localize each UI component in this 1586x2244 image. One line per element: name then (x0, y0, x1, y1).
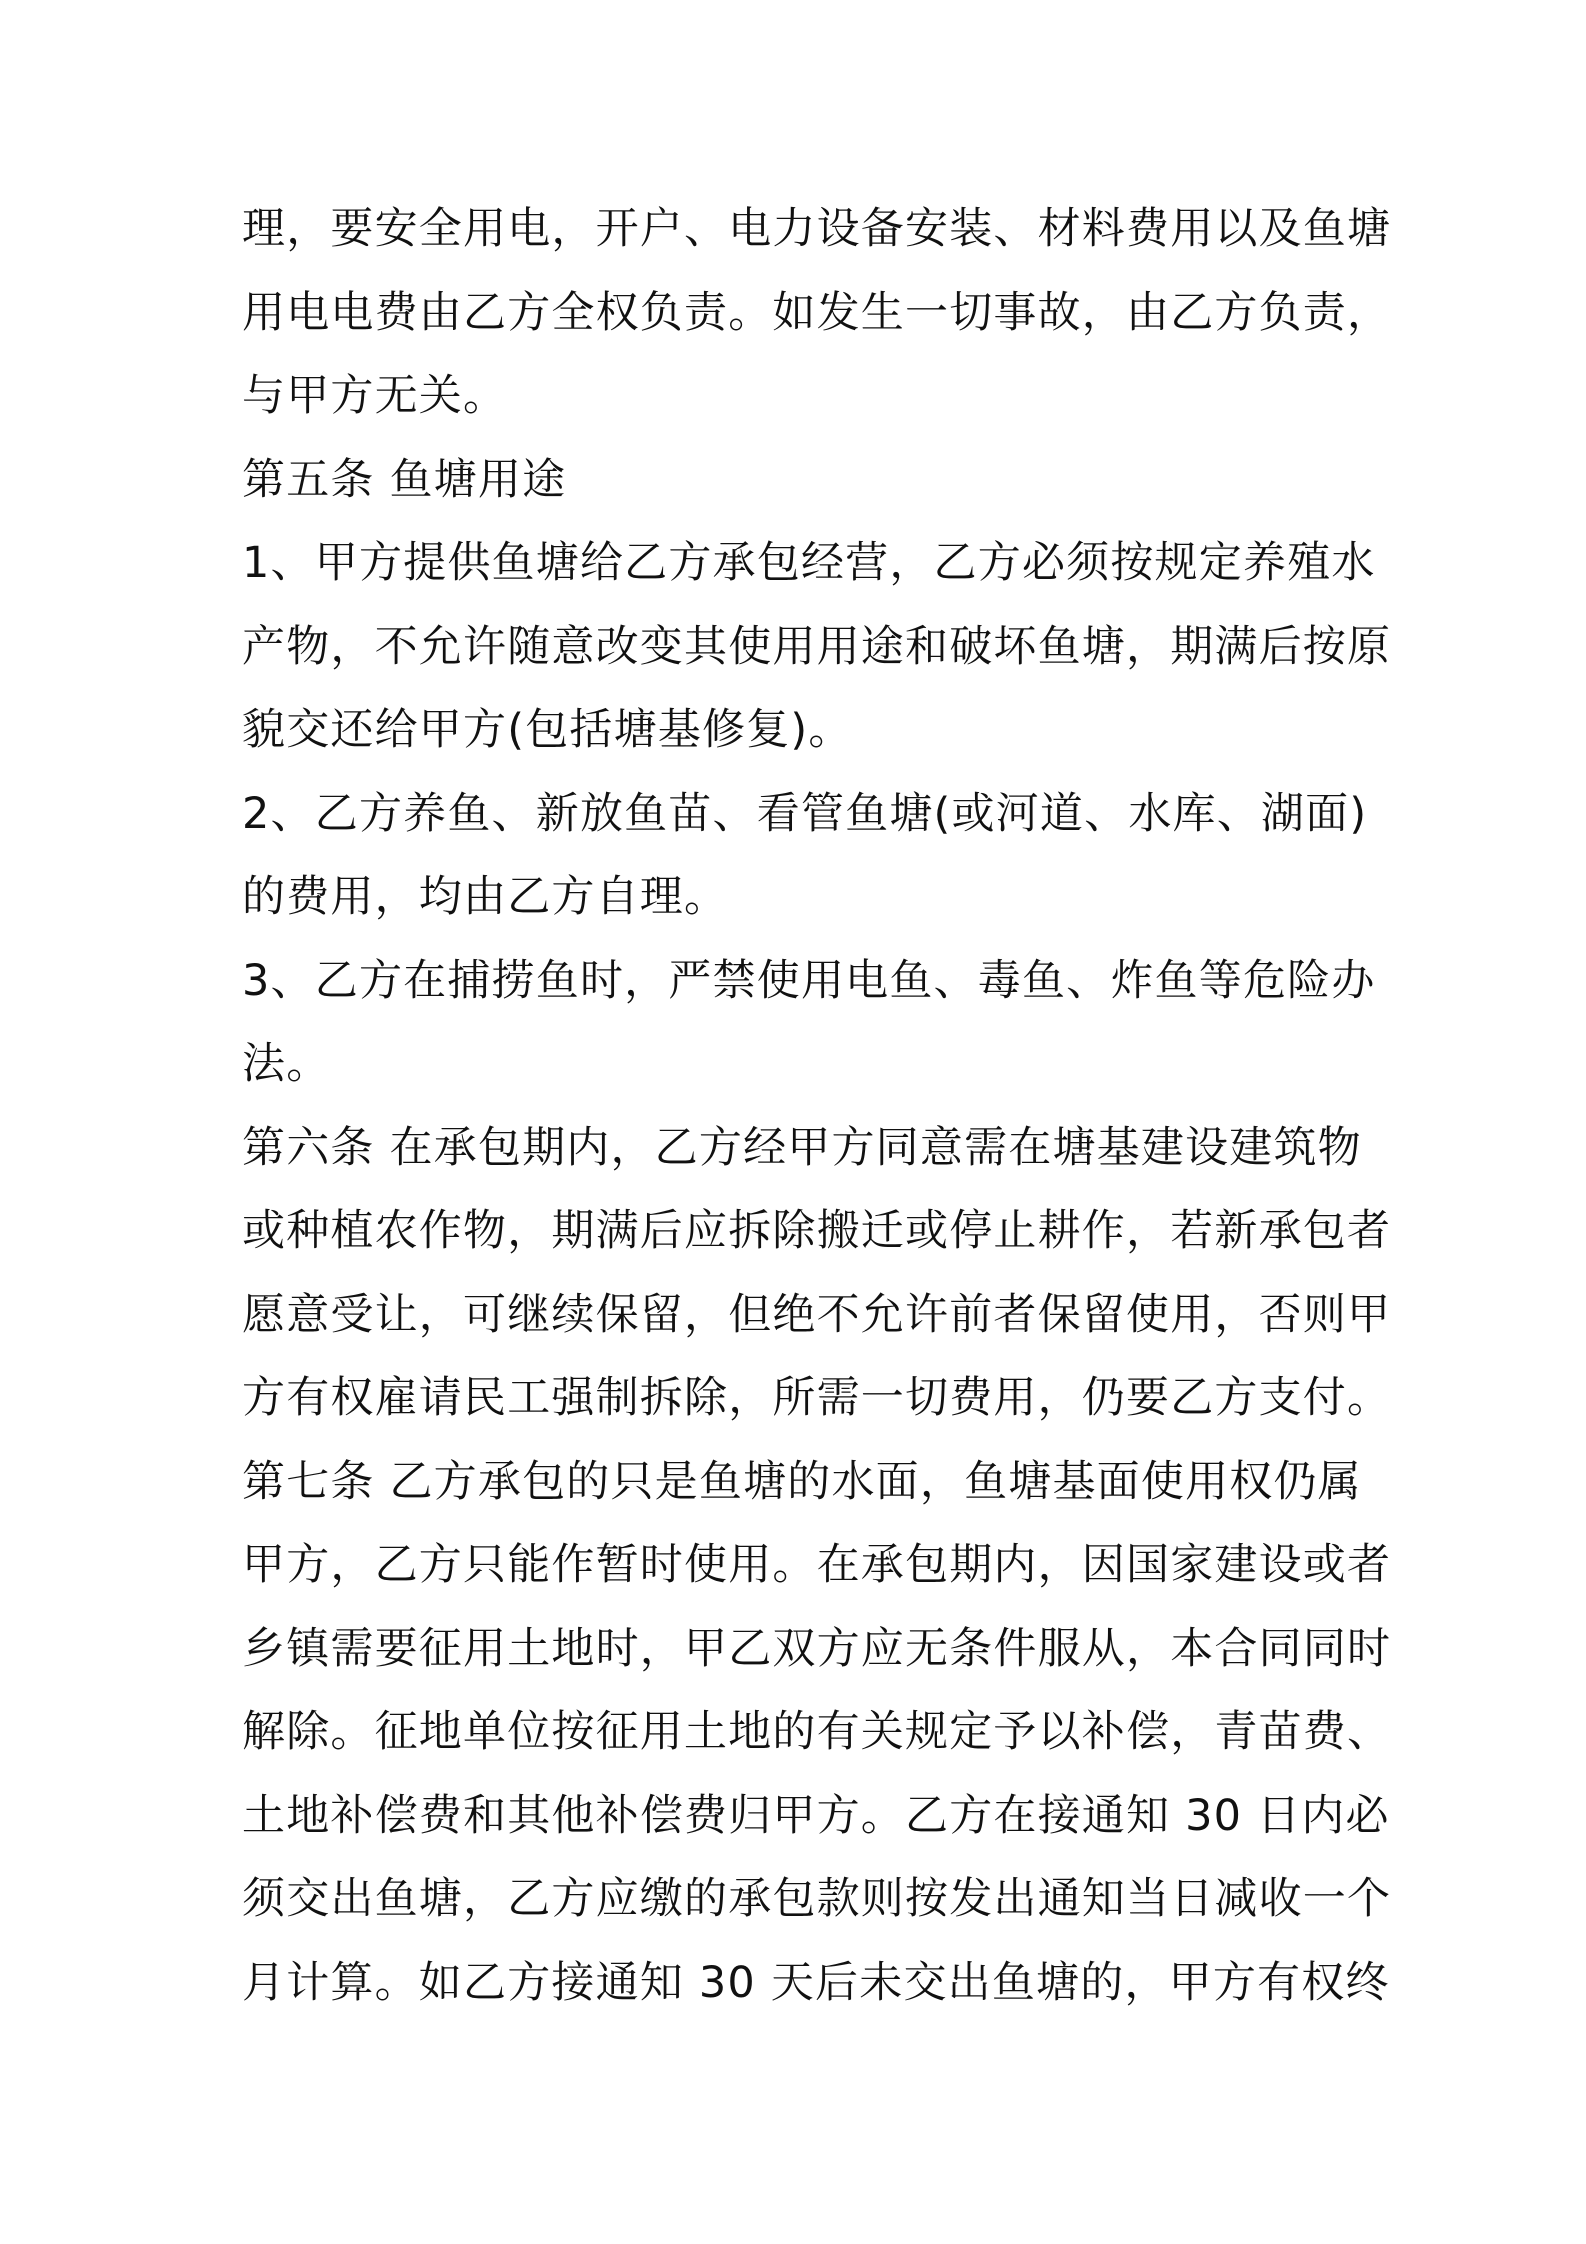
text-line: 3、乙方在捕捞鱼时，严禁使用电鱼、毒鱼、炸鱼等危险办 (242, 955, 1376, 1006)
section-heading-article-7: 第七条 乙方承包的只是鱼塘的水面，鱼塘基面使用权仍属 (242, 1456, 1362, 1507)
text-line: 法。 (242, 1039, 331, 1089)
text-line: 或种植农作物，期满后应拆除搬迁或停止耕作，若新承包者 (242, 1206, 1392, 1256)
contract-text-body (242, 188, 1392, 2025)
text-line: 土地补偿费和其他补偿费归甲方。乙方在接通知 30 日内必 (242, 1790, 1390, 1841)
text-line: 2、乙方养鱼、新放鱼苗、看管鱼塘(或河道、水库、湖面) (242, 788, 1368, 839)
section-heading-article-5: 第五条 鱼塘用途 (242, 454, 567, 505)
text-line: 1、甲方提供鱼塘给乙方承包经营，乙方必须按规定养殖水 (242, 538, 1376, 588)
text-line: 月计算。如乙方接通知 30 天后未交出鱼塘的，甲方有权终 (242, 1957, 1390, 2008)
text-line: 用电电费由乙方全权负责。如发生一切事故，由乙方负责， (242, 287, 1392, 338)
text-line: 须交出鱼塘，乙方应缴的承包款则按发出通知当日减收一个 (242, 1874, 1392, 1924)
text-line: 的费用，均由乙方自理。 (242, 872, 729, 922)
section-heading-article-6: 第六条 在承包期内，乙方经甲方同意需在塘基建设建筑物 (242, 1122, 1362, 1173)
text-line: 愿意受让，可继续保留，但绝不允许前者保留使用，否则甲 (242, 1289, 1392, 1340)
text-line: 貌交还给甲方(包括塘基修复)。 (242, 705, 853, 755)
text-line: 甲方，乙方只能作暂时使用。在承包期内，因国家建设或者 (242, 1540, 1392, 1590)
text-line: 产物，不允许随意改变其使用用途和破坏鱼塘，期满后按原 (242, 621, 1392, 672)
text-line: 乡镇需要征用土地时，甲乙双方应无条件服从，本合同同时 (242, 1623, 1392, 1674)
text-line: 方有权雇请民工强制拆除，所需一切费用，仍要乙方支付。 (242, 1373, 1392, 1423)
text-line: 理，要安全用电，开户、电力设备安装、材料费用以及鱼塘 (242, 204, 1392, 254)
text-line: 与甲方无关。 (242, 371, 508, 421)
text-line: 解除。征地单位按征用土地的有关规定予以补偿，青苗费、 (242, 1707, 1392, 1757)
